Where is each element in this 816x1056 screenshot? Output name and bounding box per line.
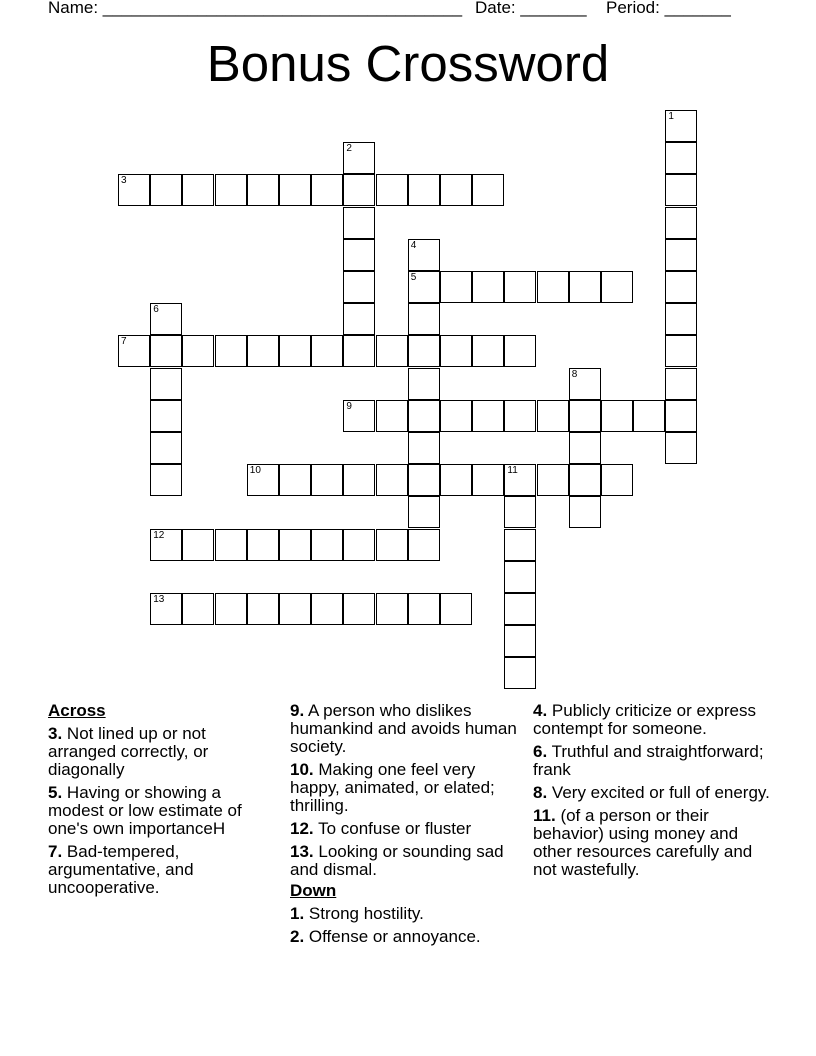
clues-column-3 [533,702,773,884]
crossword-cell[interactable] [408,335,440,367]
crossword-cell[interactable] [408,368,440,400]
crossword-cell[interactable] [376,174,408,206]
crossword-cell[interactable] [504,561,536,593]
clue-number: 5. [48,783,63,802]
crossword-cell[interactable] [376,529,408,561]
crossword-cell[interactable] [182,335,214,367]
crossword-cell[interactable] [311,593,343,625]
crossword-cell[interactable] [215,174,247,206]
crossword-cell[interactable] [665,271,697,303]
date-line[interactable]: Date: _______ [475,0,587,17]
clue-number: 1. [290,904,305,923]
crossword-cell[interactable] [440,174,472,206]
clue-text: Truthful and straightforward; frank [533,742,764,779]
crossword-cell[interactable] [343,335,375,367]
crossword-cell[interactable] [408,529,440,561]
clue-item [290,928,522,946]
clue-item [290,761,522,815]
clue-number: 12. [290,819,314,838]
crossword-cell[interactable] [569,496,601,528]
crossword-cell[interactable] [569,400,601,432]
clue-text: Bad-tempered, argumentative, and uncooperative. [48,842,194,897]
clue-number: 8 [571,368,578,380]
clue-text: Not lined up or not arranged correctly, or diagonally [48,724,209,779]
crossword-cell[interactable] [215,335,247,367]
crossword-cell[interactable] [504,400,536,432]
clue-text: Having or showing a modest or low estimate of one's own importanceH [48,783,242,838]
crossword-cell[interactable] [504,335,536,367]
crossword-cell[interactable] [665,400,697,432]
clue-number: 10. [290,760,314,779]
crossword-cell[interactable] [569,432,601,464]
clue-item [48,843,278,897]
crossword-cell[interactable] [504,529,536,561]
crossword-cell[interactable] [150,368,182,400]
crossword-cell[interactable] [504,625,536,657]
clue-number: 8. [533,783,548,802]
crossword-cell[interactable] [665,207,697,239]
crossword-cell[interactable] [343,271,375,303]
crossword-cell[interactable] [504,464,536,496]
crossword-cell[interactable] [408,303,440,335]
clue-item [533,784,773,802]
crossword-cell[interactable] [376,593,408,625]
crossword-cell[interactable] [440,335,472,367]
crossword-cell[interactable] [247,174,279,206]
clue-text: (of a person or their behavior) using money and other resources carefully and not wastefully. [533,806,753,879]
clue-item [48,784,278,838]
crossword-cell[interactable] [247,464,279,496]
crossword-cell[interactable] [118,335,150,367]
crossword-cell[interactable] [343,174,375,206]
name-line[interactable]: Name: ______________________________________ [48,0,463,17]
crossword-cell[interactable] [440,593,472,625]
crossword-cell[interactable] [472,271,504,303]
crossword-cell[interactable] [150,529,182,561]
crossword-cell[interactable] [247,529,279,561]
clue-number: 4. [533,701,548,720]
crossword-cell[interactable] [472,174,504,206]
crossword-cell[interactable] [343,400,375,432]
crossword-cell[interactable] [279,529,311,561]
crossword-cell[interactable] [504,593,536,625]
crossword-cell[interactable] [343,464,375,496]
clue-number: 10 [249,465,261,477]
crossword-cell[interactable] [665,110,697,142]
clue-number: 3 [121,175,127,187]
clues-column-2 [290,702,522,951]
clue-item [290,702,522,756]
crossword-cell[interactable] [408,464,440,496]
crossword-cell[interactable] [247,335,279,367]
crossword-cell[interactable] [279,335,311,367]
clue-text: Making one feel very happy, animated, or elated; thrilling. [290,760,495,815]
clue-number: 5 [410,272,417,283]
crossword-cell[interactable] [569,271,601,303]
crossword-cell[interactable] [408,174,440,206]
crossword-cell[interactable] [343,207,375,239]
crossword-cell[interactable] [440,400,472,432]
crossword-cell[interactable] [537,400,569,432]
crossword-cell[interactable] [408,271,440,303]
crossword-cell[interactable] [601,400,633,432]
clue-number: 7 [121,336,127,348]
crossword-cell[interactable] [665,303,697,335]
crossword-cell[interactable] [472,464,504,496]
crossword-cell[interactable] [215,529,247,561]
crossword-cell[interactable] [440,271,472,303]
crossword-cell[interactable] [665,239,697,271]
crossword-cell[interactable] [376,400,408,432]
clue-item [533,743,773,779]
crossword-cell[interactable] [150,303,182,335]
crossword-cell[interactable] [150,400,182,432]
crossword-cell[interactable] [343,303,375,335]
crossword-cell[interactable] [408,239,440,271]
crossword-cell[interactable] [504,496,536,528]
period-line[interactable]: Period: _______ [606,0,731,17]
clue-number: 12 [153,529,165,541]
crossword-cell[interactable] [376,464,408,496]
clue-number: 13. [290,842,314,861]
clue-number: 3. [48,724,63,743]
crossword-cell[interactable] [150,593,182,625]
crossword-cell[interactable] [601,464,633,496]
crossword-cell[interactable] [150,432,182,464]
crossword-cell[interactable] [665,142,697,174]
crossword-cell[interactable] [537,271,569,303]
crossword-cell[interactable] [601,271,633,303]
crossword-cell[interactable] [311,464,343,496]
clue-text: To confuse or fluster [318,819,472,838]
crossword-cell[interactable] [311,174,343,206]
clue-number: 11. [533,806,556,825]
clue-item [48,725,278,779]
clue-number: 11 [507,465,518,477]
across-heading: Across [48,701,106,720]
clue-number: 1 [668,111,674,122]
down-heading: Down [290,881,337,900]
crossword-cell[interactable] [247,593,279,625]
crossword-cell[interactable] [504,271,536,303]
clue-item [290,843,522,879]
crossword-cell[interactable] [537,464,569,496]
clues-column-1 [48,702,278,902]
crossword-cell[interactable] [504,657,536,689]
crossword-cell[interactable] [665,432,697,464]
clue-number: 4 [410,239,417,251]
clue-text: Strong hostility. [308,904,424,923]
crossword-cell[interactable] [150,174,182,206]
crossword-cell[interactable] [311,529,343,561]
crossword-cell[interactable] [343,529,375,561]
crossword-cell[interactable] [569,464,601,496]
clue-item [533,702,773,738]
clue-number: 9 [346,400,352,412]
crossword-cell[interactable] [472,335,504,367]
crossword-cell[interactable] [665,368,697,400]
crossword-cell[interactable] [215,593,247,625]
page-title: Bonus Crossword [206,35,610,92]
crossword-cell[interactable] [150,335,182,367]
crossword-cell[interactable] [182,593,214,625]
clue-item [290,820,522,838]
clue-text: Very excited or full of energy. [551,783,770,802]
crossword-cell[interactable] [279,464,311,496]
crossword-cell[interactable] [440,464,472,496]
crossword-cell[interactable] [279,593,311,625]
crossword-cell[interactable] [343,593,375,625]
crossword-cell[interactable] [311,335,343,367]
clue-item [290,905,522,923]
crossword-cell[interactable] [182,174,214,206]
clue-text: Looking or sounding sad and dismal. [290,842,504,879]
clue-item [533,807,773,879]
crossword-cell[interactable] [343,142,375,174]
clue-text: Publicly criticize or express contempt for someone. [533,701,756,738]
crossword-cell[interactable] [182,529,214,561]
crossword-cell[interactable] [150,464,182,496]
crossword-cell[interactable] [118,174,150,206]
crossword-cell[interactable] [408,432,440,464]
clue-number: 2 [346,143,352,155]
crossword-cell[interactable] [376,335,408,367]
crossword-cell[interactable] [665,174,697,206]
crossword-cell[interactable] [408,496,440,528]
crossword-cell[interactable] [408,400,440,432]
clue-number: 9. [290,701,305,720]
crossword-cell[interactable] [569,368,601,400]
crossword-cell[interactable] [279,174,311,206]
clue-number: 6. [533,742,548,761]
crossword-cell[interactable] [408,593,440,625]
clue-number: 13 [153,594,165,605]
clue-number: 6 [153,304,159,316]
clue-number: 2. [290,927,305,946]
clue-text: Offense or annoyance. [308,927,481,946]
clue-number: 7. [48,842,63,861]
crossword-cell[interactable] [633,400,665,432]
clue-text: A person who dislikes humankind and avoids human society. [290,701,517,756]
crossword-cell[interactable] [665,335,697,367]
crossword-cell[interactable] [343,239,375,271]
crossword-cell[interactable] [472,400,504,432]
